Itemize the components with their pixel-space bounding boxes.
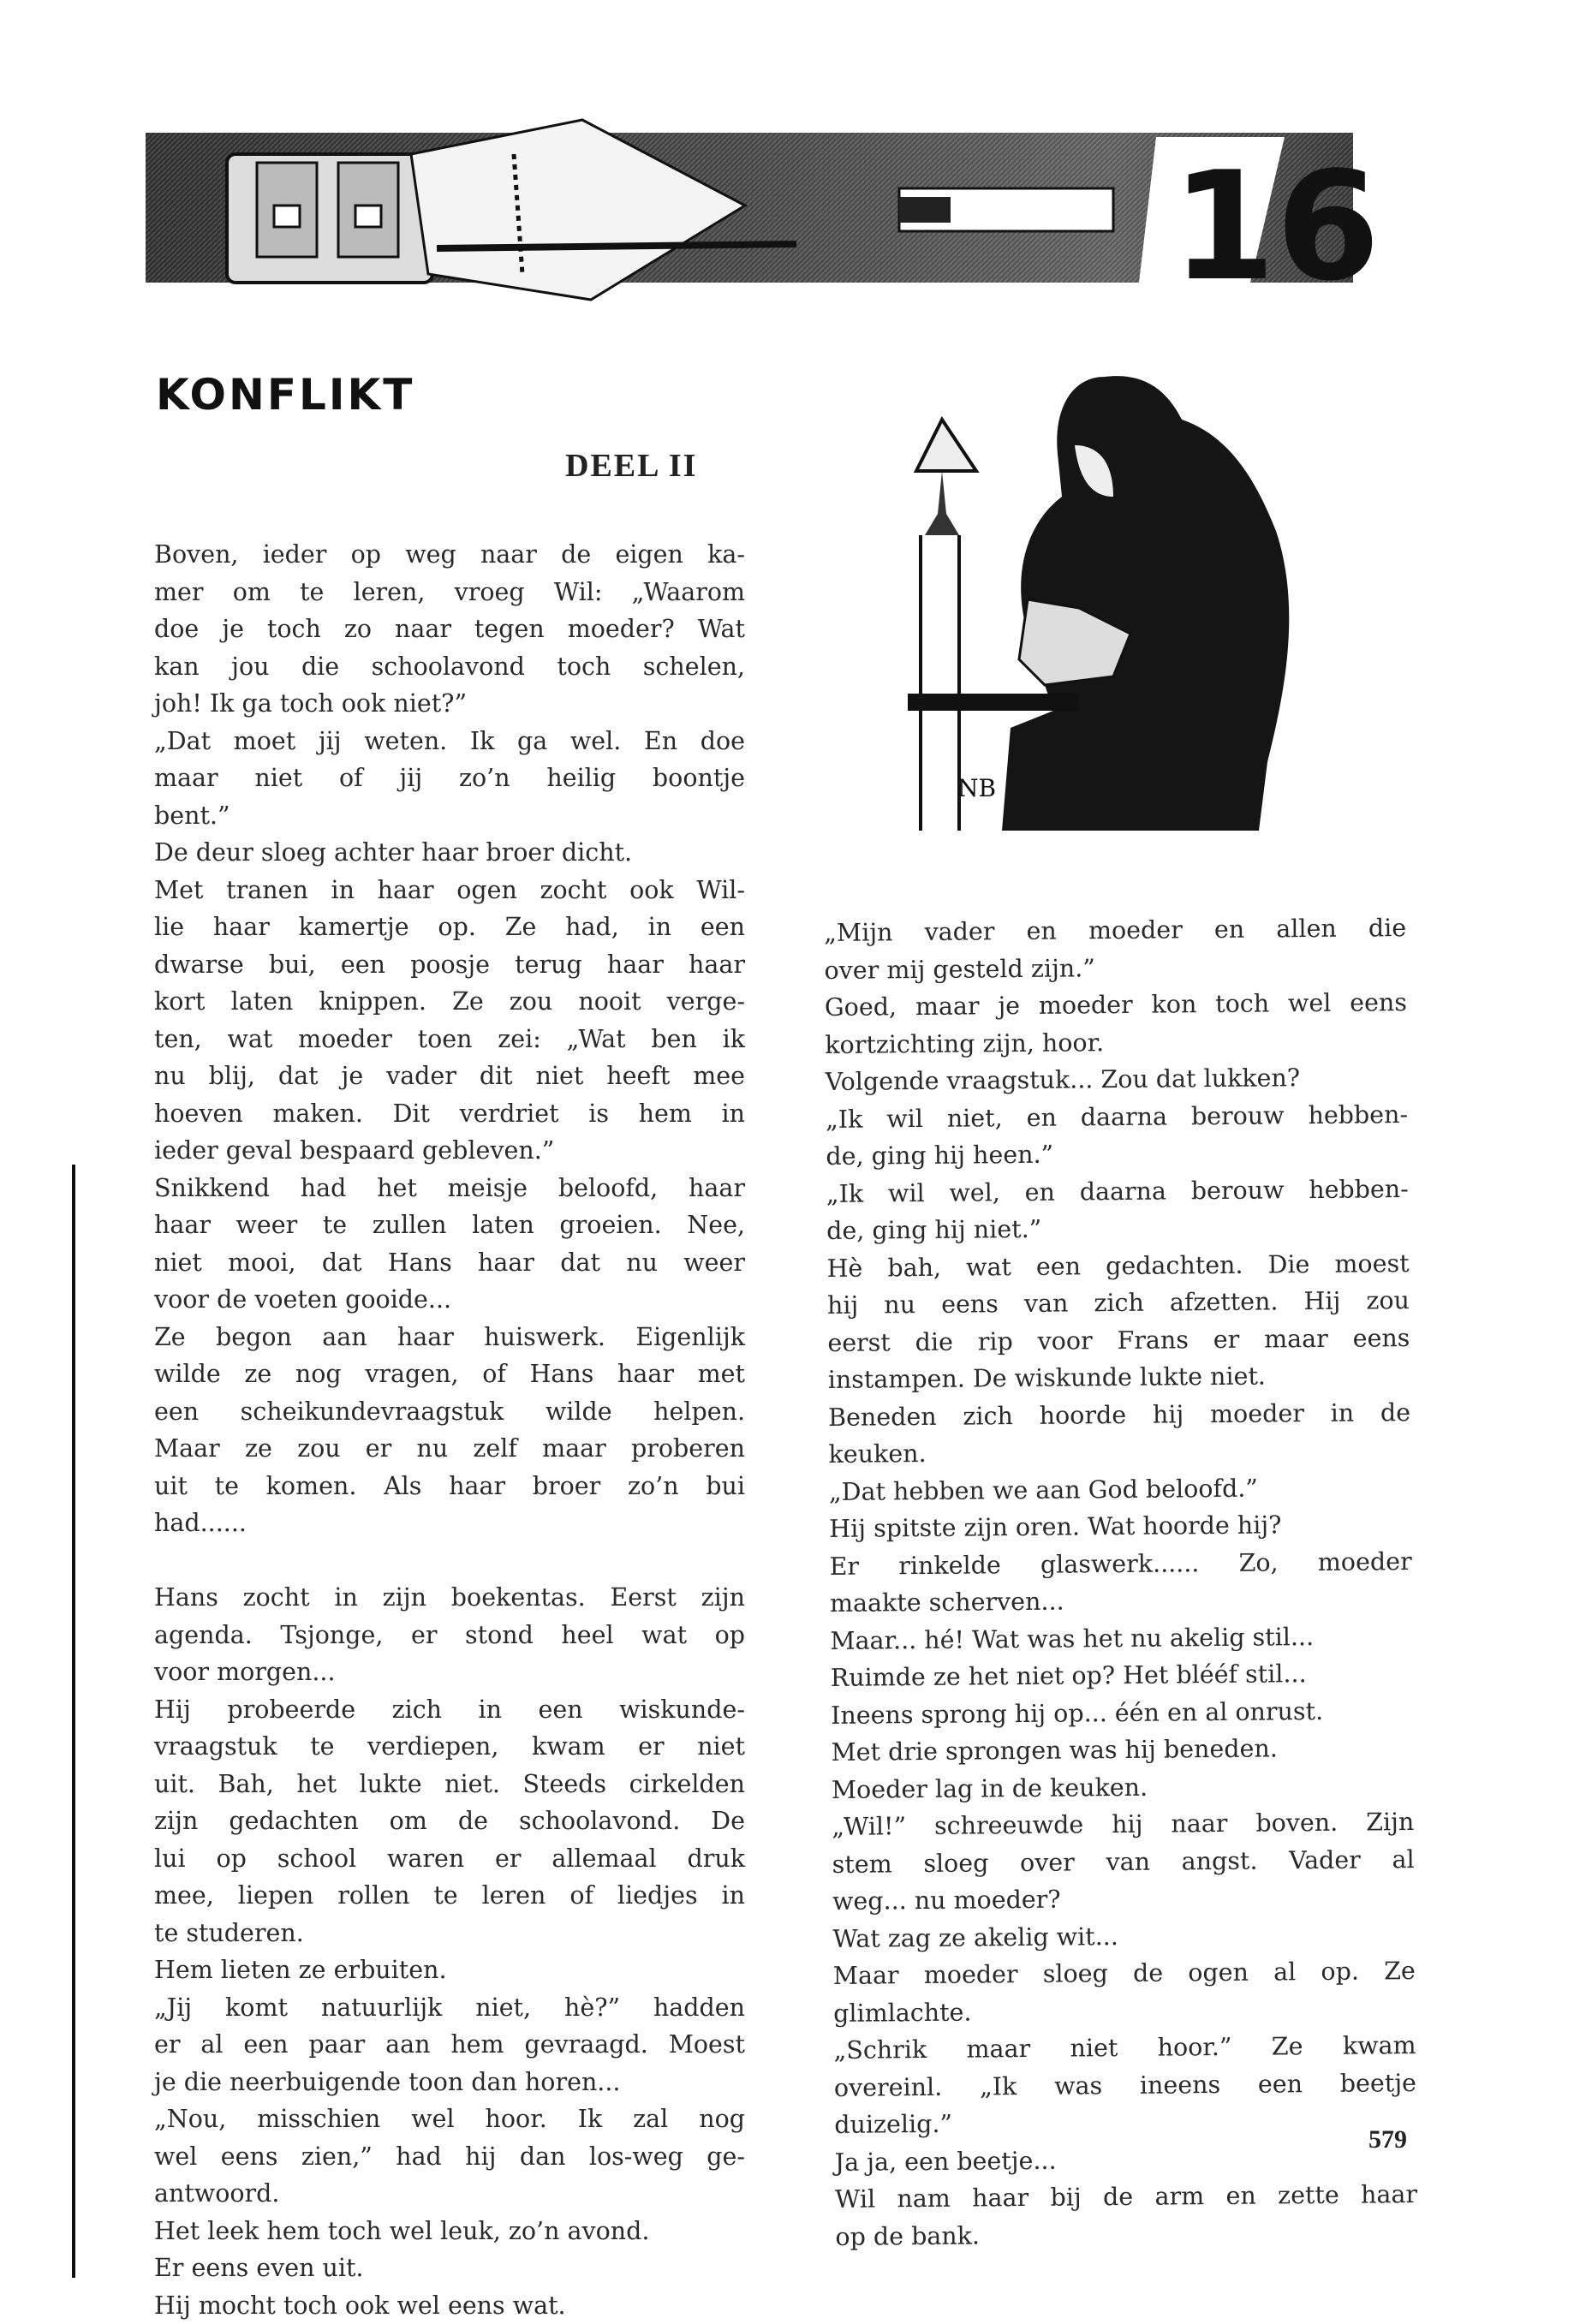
text-line: de, ging hij niet.” [826, 1207, 1409, 1249]
text-line: „Mijn vader en moeder en allen die [824, 909, 1406, 951]
text-line: maar niet of jij zo’n heilig boontje [154, 760, 745, 797]
text-line: kortzichting zijn, hoor. [825, 1022, 1407, 1064]
paragraph [832, 1803, 1415, 1920]
text-line: Er rinkelde glaswerk...... Zo, moeder [829, 1543, 1411, 1585]
text-line: weg... nu moeder? [832, 1878, 1415, 1920]
text-line: „Dat moet jij weten. Ik ga wel. En doe [154, 723, 745, 760]
text-line: joh! Ik ga toch ook niet?” [154, 685, 745, 723]
paragraph [831, 1729, 1413, 1771]
paragraph [154, 872, 745, 1170]
paragraph [828, 1394, 1411, 1474]
paragraph [824, 909, 1407, 989]
paragraph [832, 1916, 1415, 1958]
paragraph [835, 2139, 1417, 2181]
text-line: ten, wat moeder toen zei: „Wat ben ik [154, 1021, 745, 1058]
text-line: Ja ja, een beetje... [835, 2139, 1417, 2181]
text-column-left [154, 536, 745, 2324]
text-line: Beneden zich hoorde hij moeder in de [828, 1394, 1410, 1436]
text-line: duizelig.” [834, 2101, 1416, 2143]
paragraph [154, 1691, 745, 1952]
text-line: Maar... hé! Wat was het nu akelig stil... [830, 1618, 1412, 1660]
text-line: Met tranen in haar ogen zocht ook Wil- [154, 872, 745, 909]
text-line: op de bank. [835, 2214, 1417, 2255]
text-line: uit. Bah, het lukte niet. Steeds cirkelden [154, 1766, 745, 1803]
paragraph [154, 2250, 745, 2287]
text-line: Wat zag ze akelig wit... [832, 1916, 1415, 1958]
paragraph [154, 1579, 745, 1691]
text-line: de, ging hij heen.” [826, 1133, 1408, 1175]
text-column-right [824, 909, 1418, 2255]
text-line: zijn gedachten om de schoolavond. De [154, 1803, 745, 1840]
text-line: hij nu eens van zich afzetten. Hij zou [827, 1282, 1410, 1324]
text-line: lui op school waren er allemaal druk [154, 1840, 745, 1878]
paragraph [154, 536, 745, 723]
text-line: Wil nam haar bij de arm en zette haar [835, 2176, 1417, 2218]
text-line: „Ik wil niet, en daarna berouw hebben- [826, 1096, 1408, 1138]
illustration-seated-figure [856, 351, 1302, 865]
text-line: hoeven maken. Dit verdriet is hem in [154, 1095, 745, 1133]
paragraph [826, 1171, 1410, 1250]
text-line: voor morgen... [154, 1654, 745, 1691]
paragraph [831, 1654, 1413, 1696]
text-line: ieder geval bespaard gebleven.” [154, 1132, 745, 1170]
text-line: „Schrik maar niet hoor.” Ze kwam [833, 2027, 1416, 2069]
text-line: Hans zocht in zijn boekentas. Eerst zijn [154, 1579, 745, 1617]
text-line: doe je toch zo naar tegen moeder? Wat [154, 611, 745, 648]
paragraph [831, 1692, 1413, 1734]
text-line: Goed, maar je moeder kon toch wel eens [825, 984, 1407, 1026]
text-line: stem sloeg over van angst. Vader al [832, 1841, 1414, 1883]
text-line: bent.” [154, 797, 745, 835]
text-line: Met drie sprongen was hij beneden. [831, 1729, 1413, 1771]
text-line: instampen. De wiskunde lukte niet. [828, 1356, 1410, 1398]
text-line: Ineens sprong hij op... één en al onrust. [831, 1692, 1413, 1734]
text-line: een scheikundevraagstuk wilde helpen. [154, 1393, 745, 1431]
text-line: uit te komen. Als haar broer zo’n bui [154, 1468, 745, 1505]
text-line: wilde ze nog vragen, of Hans haar met [154, 1356, 745, 1393]
briefcase-icon [227, 154, 432, 283]
paragraph [829, 1469, 1411, 1511]
text-line: Ruimde ze het niet op? Het blééf stil... [831, 1654, 1413, 1696]
text-line: Maar moeder sloeg de ogen al op. Ze [833, 1952, 1416, 1994]
text-line: mee, liepen rollen te leren of liedjes in [154, 1877, 745, 1915]
text-line: „Ik wil wel, en daarna berouw hebben- [826, 1171, 1409, 1213]
text-line: „Dat hebben we aan God beloofd.” [829, 1469, 1411, 1511]
chapter-number: 16 [1172, 140, 1380, 314]
paragraph [825, 984, 1408, 1064]
paragraph-gap [154, 1542, 745, 1580]
text-line: niet mooi, dat Hans haar dat nu weer [154, 1244, 745, 1282]
text-line: Volgende vraagstuk... Zou dat lukken? [826, 1058, 1408, 1100]
paragraph [833, 2027, 1416, 2143]
text-line: Boven, ieder op weg naar de eigen ka- [154, 536, 745, 574]
text-line: Het leek hem toch wel leuk, zo’n avond. [154, 2213, 745, 2250]
text-line: Hij spitste zijn oren. Wat hoorde hij? [829, 1505, 1411, 1547]
text-line: agenda. Tsjonge, er stond heel wat op [154, 1617, 745, 1654]
text-line: overeinl. „Ik was ineens een beetje [834, 2065, 1416, 2106]
paragraph [826, 1096, 1409, 1176]
paragraph [154, 1170, 745, 1319]
text-line: wel eens zien,” had hij dan los-weg ge- [154, 2138, 745, 2176]
paragraph [835, 2176, 1418, 2255]
text-line: keuken. [828, 1431, 1410, 1473]
paragraph [826, 1058, 1408, 1100]
paragraph [829, 1543, 1412, 1623]
paragraph [832, 1767, 1414, 1809]
text-line: glimlachte. [833, 1990, 1416, 2032]
text-line: „Jij komt natuurlijk niet, hè?” hadden [154, 1989, 745, 2027]
text-line: er al een paar aan hem gevraagd. Moest [154, 2026, 745, 2064]
paragraph [154, 1952, 745, 1989]
text-line: vraagstuk te verdiepen, kwam er niet [154, 1728, 745, 1766]
text-line: maakte scherven... [830, 1580, 1412, 1622]
text-line: „Nou, misschien wel hoor. Ik zal nog [154, 2101, 745, 2138]
text-line: haar weer te zullen laten groeien. Nee, [154, 1207, 745, 1244]
paragraph [154, 1989, 745, 2101]
chapter-banner [146, 103, 1353, 313]
chapter-subtitle: DEEL II [565, 447, 697, 485]
text-line: dwarse bui, een poosje terug haar haar [154, 946, 745, 984]
text-line: Snikkend had het meisje beloofd, haar [154, 1170, 745, 1207]
paragraph [154, 2213, 745, 2250]
scan-edge-line [72, 1165, 75, 2278]
text-line: „Wil!” schreeuwde hij naar boven. Zijn [832, 1803, 1414, 1845]
text-line: Maar ze zou er nu zelf maar proberen [154, 1430, 745, 1468]
text-line: nu blij, dat je vader dit niet heeft mee [154, 1058, 745, 1095]
text-line: Ze begon aan haar huiswerk. Eigenlijk [154, 1319, 745, 1356]
text-line: antwoord. [154, 2175, 745, 2213]
chapter-title: KONFLIKT [156, 370, 414, 420]
paragraph [833, 1952, 1416, 2032]
text-line: Hem lieten ze erbuiten. [154, 1952, 745, 1989]
text-line: kort laten knippen. Ze zou nooit verge- [154, 983, 745, 1021]
paragraph [154, 723, 745, 835]
page-number: 579 [1368, 2125, 1407, 2154]
text-line: Er eens even uit. [154, 2250, 745, 2287]
text-line: over mij gesteld zijn.” [824, 947, 1406, 989]
text-line: Hij mocht toch ook wel eens wat. [154, 2287, 745, 2324]
text-line: De deur sloeg achter haar broer dicht. [154, 834, 745, 872]
paragraph [154, 1319, 745, 1542]
text-line: voor de voeten gooide... [154, 1281, 745, 1319]
paragraph [830, 1618, 1412, 1660]
text-line: te studeren. [154, 1915, 745, 1952]
text-line: Moeder lag in de keuken. [832, 1767, 1414, 1809]
paragraph [154, 834, 745, 872]
artist-signature: NB [957, 774, 996, 802]
text-line: had...... [154, 1505, 745, 1542]
paragraph [154, 2287, 745, 2324]
text-line: je die neerbuigende toon dan horen... [154, 2064, 745, 2101]
text-line: kan jou die schoolavond toch schelen, [154, 648, 745, 686]
text-line: Hè bah, wat een gedachten. Die moest [826, 1245, 1409, 1287]
text-line: lie haar kamertje op. Ze had, in een [154, 909, 745, 946]
text-line: Hij probeerde zich in een wiskunde- [154, 1691, 745, 1729]
text-line: mer om te leren, vroeg Wil: „Waarom [154, 574, 745, 611]
paragraph [154, 2101, 745, 2213]
paragraph [826, 1245, 1410, 1399]
text-line: eerst die rip voor Frans er maar eens [827, 1320, 1410, 1362]
paragraph [829, 1505, 1411, 1547]
